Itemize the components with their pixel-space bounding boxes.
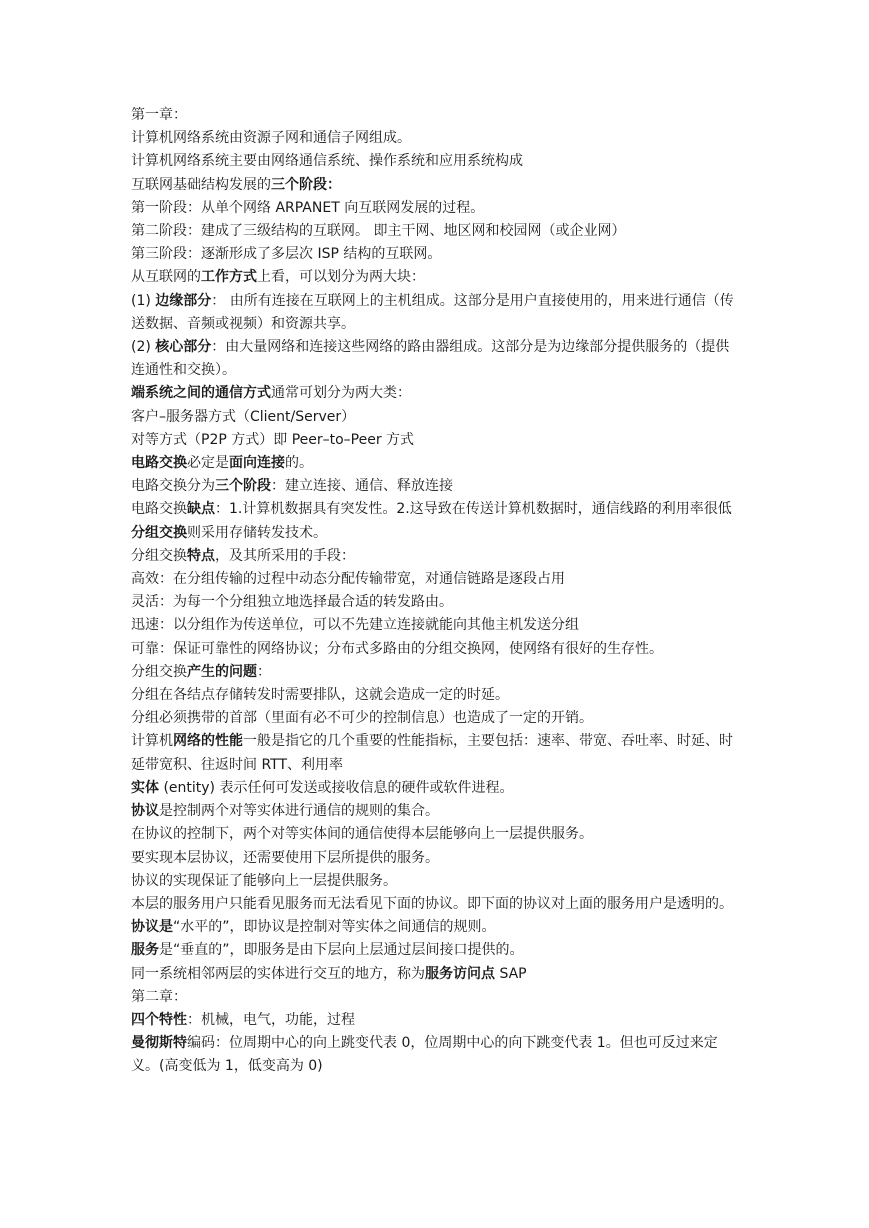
text-run: 第二阶段：建成了三级结构的互联网。 即主干网、地区网和校园网（或企业网）: [131, 223, 626, 240]
text-run: 电路交换: [131, 501, 187, 518]
text-line: [131, 847, 741, 870]
text-line: [131, 661, 741, 684]
text-run: 电路交换分为: [131, 478, 215, 495]
text-run: 则采用存储转发技术。: [187, 524, 327, 541]
text-line: [131, 382, 741, 405]
text-line: [131, 963, 741, 986]
text-run: ： 由所有连接在互联网上的主机组成。这部分是用户直接使用的，用来进行通信（传送数据、音频或视频）和资源共享。: [131, 292, 734, 332]
text-line: [131, 707, 741, 730]
text-run: 要实现本层协议，还需要使用下层所提供的服务。: [131, 849, 439, 866]
text-run: 是控制两个对等实体进行通信的规则的集合。: [159, 803, 439, 820]
text-line: [131, 127, 741, 150]
bold-term: 电路交换: [131, 455, 187, 472]
text-line: [131, 220, 741, 243]
bold-term: 曼彻斯特: [131, 1035, 187, 1052]
text-line: [131, 266, 741, 289]
text-line: [131, 823, 741, 846]
bold-term: 服务: [131, 942, 159, 959]
text-run: 第三阶段：逐渐形成了多层次 ISP 结构的互联网。: [131, 246, 442, 263]
text-run: 分组在各结点存储转发时需要排队，这就会造成一定的时延。: [131, 687, 509, 704]
text-line: [131, 522, 741, 545]
bold-term: 面向连接: [229, 455, 285, 472]
text-line: [131, 986, 741, 1009]
text-run: 第二章：: [131, 988, 187, 1005]
bold-term: 实体: [131, 779, 159, 796]
text-run: 灵活：为每一个分组独立地选择最合适的转发路由。: [131, 594, 453, 611]
bold-term: 边缘部分: [155, 292, 212, 309]
text-run: 可靠：保证可靠性的网络协议；分布式多路由的分组交换网，使网络有很好的生存性。: [131, 640, 663, 657]
text-run: ：机械，电气，功能，过程: [187, 1011, 355, 1028]
bold-term: 三个阶段：: [271, 176, 341, 193]
text-line: [131, 498, 741, 521]
text-line: [131, 243, 741, 266]
text-line: [131, 916, 741, 939]
bold-term: 分组交换: [131, 524, 187, 541]
text-line: [131, 870, 741, 893]
text-line: [131, 150, 741, 173]
text-run: 一般是指它的几个重要的性能指标，主要包括：速率、带宽、吞吐率、时延、时延带宽积、往返时间 RTT、利用率: [131, 733, 733, 773]
text-run: (entity) 表示任何可发送或接收信息的硬件或软件进程。: [159, 779, 514, 796]
text-run: ：: [257, 663, 271, 680]
text-line: [131, 800, 741, 823]
text-run: 通常可划分为两大类：: [271, 385, 411, 402]
text-line: [131, 336, 741, 382]
text-line: [131, 777, 741, 800]
text-run: 在协议的控制下，两个对等实体间的通信使得本层能够向上一层提供服务。: [131, 826, 593, 843]
text-line: [131, 1032, 741, 1078]
text-run: 从互联网的: [131, 269, 201, 286]
text-run: 分组必须携带的首部（里面有必不可少的控制信息）也造成了一定的开销。: [131, 710, 593, 727]
text-run: 对等方式（P2P 方式）即 Peer–to–Peer 方式: [131, 431, 415, 448]
text-line: [131, 452, 741, 475]
text-run: 同一系统相邻两层的实体进行交互的地方，称为: [131, 965, 425, 982]
text-run: SAP: [495, 965, 527, 982]
bold-term: 特点: [187, 547, 215, 564]
text-run: 的。: [285, 455, 313, 472]
text-run: 编码：位周期中心的向上跳变代表 0，位周期中心的向下跳变代表 1。但也可反过来定义。(高变低为 1，低变高为 0): [131, 1035, 718, 1075]
text-line: [131, 104, 741, 127]
text-run: 计算机: [131, 733, 173, 750]
bold-term: 产生的问题: [187, 663, 257, 680]
bold-term: 缺点: [187, 501, 215, 518]
text-line: [131, 893, 741, 916]
text-line: [131, 475, 741, 498]
text-run: 计算机网络系统由资源子网和通信子网组成。: [131, 130, 411, 147]
text-run: 协议的实现保证了能够向上一层提供服务。: [131, 872, 397, 889]
text-run: 高效：在分组传输的过程中动态分配传输带宽，对通信链路是逐段占用: [131, 571, 565, 588]
text-run: 第一章：: [131, 107, 187, 123]
text-run: ：由大量网络和连接这些网络的路由器组成。这部分是为边缘部分提供服务的（提供连通性和交换）。: [131, 339, 730, 379]
bold-term: 端系统之间的通信方式: [131, 385, 271, 402]
text-run: (1): [131, 292, 156, 309]
bold-term: 服务访问点: [425, 965, 495, 982]
text-line: [131, 939, 741, 962]
bold-term: 网络的性能: [173, 733, 243, 750]
text-run: 上看，可以划分为两大块：: [257, 269, 425, 286]
text-run: 互联网基础结构发展的: [131, 176, 271, 193]
text-run: 必定是: [187, 455, 229, 472]
text-line: [131, 591, 741, 614]
text-line: [131, 1009, 741, 1032]
document-body: [131, 104, 741, 1079]
text-run: 本层的服务用户只能看见服务而无法看见下面的协议。即下面的协议对上面的服务用户是透明的。: [131, 895, 733, 912]
bold-term: 核心部分: [155, 339, 212, 356]
bold-term: 四个特性: [131, 1011, 187, 1028]
text-run: ：1.计算机数据具有突发性。2.这导致在传送计算机数据时，通信线路的利用率很低: [215, 501, 732, 518]
text-run: 分组交换: [131, 547, 187, 564]
text-line: [131, 290, 741, 336]
text-line: [131, 174, 741, 197]
text-run: 第一阶段：从单个网络 ARPANET 向互联网发展的过程。: [131, 199, 485, 216]
text-line: [131, 684, 741, 707]
text-line: [131, 197, 741, 220]
text-line: [131, 614, 741, 637]
text-line: [131, 429, 741, 452]
text-run: ：建立连接、通信、释放连接: [271, 478, 453, 495]
text-run: 迅速：以分组作为传送单位，可以不先建立连接就能向其他主机发送分组: [131, 617, 579, 634]
text-run: 计算机网络系统主要由网络通信系统、操作系统和应用系统构成: [131, 153, 523, 170]
bold-term: 协议是: [131, 919, 173, 936]
text-run: 客户–服务器方式（Client/Server）: [131, 408, 356, 425]
text-line: [131, 406, 741, 429]
text-run: “水平的”，即协议是控制对等实体之间通信的规则。: [173, 919, 496, 936]
text-line: [131, 730, 741, 776]
text-line: [131, 568, 741, 591]
text-run: ，及其所采用的手段：: [215, 547, 355, 564]
text-run: 是“垂直的”，即服务是由下层向上层通过层间接口提供的。: [159, 942, 524, 959]
bold-term: 工作方式: [201, 269, 257, 286]
bold-term: 协议: [131, 803, 159, 820]
text-line: [131, 545, 741, 568]
bold-term: 三个阶段: [215, 478, 271, 495]
text-run: 分组交换: [131, 663, 187, 680]
text-run: (2): [131, 339, 156, 356]
text-line: [131, 638, 741, 661]
